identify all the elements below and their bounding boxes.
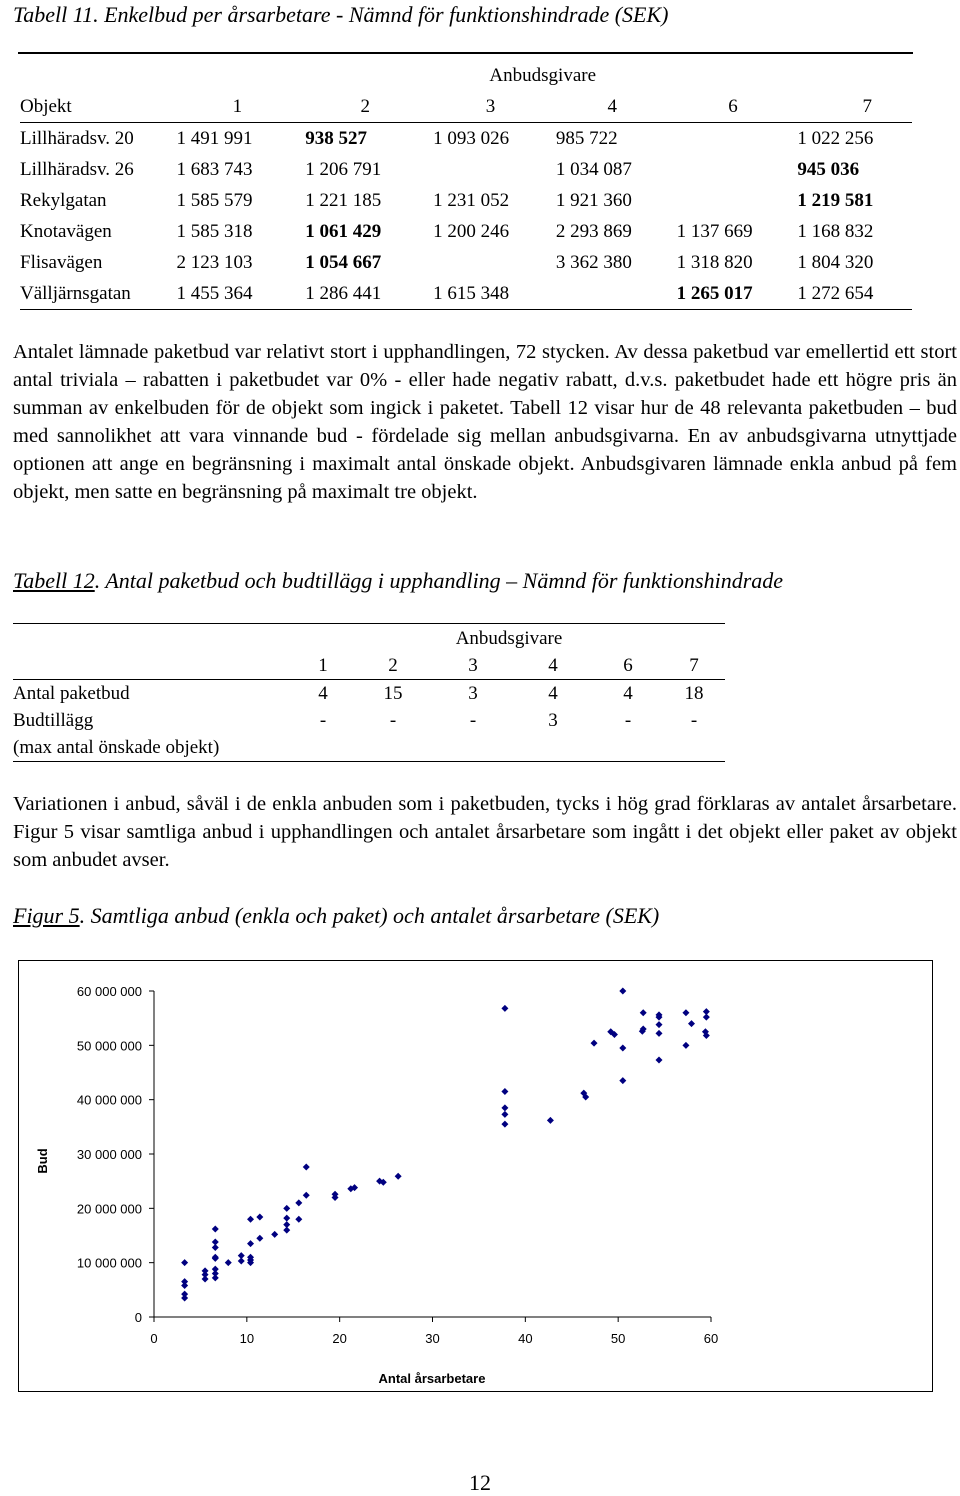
data-point xyxy=(640,1009,647,1016)
table11-cell: 1 168 832 xyxy=(797,221,874,242)
table12-cell: 4 xyxy=(318,683,328,704)
table11-cell: 945 036 xyxy=(797,159,860,180)
table11-cell: 1 221 185 xyxy=(305,190,382,211)
table12-header-cell: 1 xyxy=(318,655,328,676)
figure5-caption-text: . Samtliga anbud (enkla och paket) och antalet årsarbetare (SEK) xyxy=(79,903,660,928)
data-point xyxy=(619,1045,626,1052)
table12-row-label: (max antal önskade objekt) xyxy=(13,737,220,758)
data-point xyxy=(303,1192,310,1199)
data-point xyxy=(283,1221,290,1228)
table11-cell: 1 683 743 xyxy=(176,159,253,180)
table12-header-cell: 7 xyxy=(689,655,699,676)
table12-row xyxy=(13,707,725,734)
table11-cell xyxy=(552,278,673,310)
data-point xyxy=(283,1215,290,1222)
table12-cell: - xyxy=(469,710,477,731)
table12-cell xyxy=(433,734,513,762)
chart-axes xyxy=(154,991,711,1317)
table11-cell xyxy=(429,247,552,278)
data-point xyxy=(682,1009,689,1016)
data-point xyxy=(238,1252,245,1259)
data-point xyxy=(303,1164,310,1171)
figure5-chart-frame xyxy=(18,960,933,1392)
table11 xyxy=(20,60,912,310)
x-tick-label: 10 xyxy=(239,1331,255,1346)
data-point xyxy=(703,1008,710,1015)
table12-cell: 3 xyxy=(468,683,478,704)
data-point xyxy=(591,1040,598,1047)
table11-cell: 1 022 256 xyxy=(797,128,874,149)
table11-cell: 1 491 991 xyxy=(176,128,253,149)
table11-cell: 1 585 318 xyxy=(176,221,253,242)
data-point xyxy=(181,1259,188,1266)
table12-row-label: Budtillägg xyxy=(13,710,94,731)
table11-cell: 1 265 017 xyxy=(676,283,753,304)
table11-cell: 1 615 348 xyxy=(433,283,510,304)
table11-row-label: Välljärnsgatan xyxy=(20,283,131,304)
data-point xyxy=(501,1088,508,1095)
table11-caption-text: . Enkelbud per årsarbetare - Nämnd för funktionshindrade (SEK) xyxy=(93,2,669,27)
chart-y-ticks xyxy=(77,984,154,1325)
table11-cell: 1 585 579 xyxy=(176,190,253,211)
chart-x-ticks xyxy=(150,1317,718,1346)
data-point xyxy=(656,1057,663,1064)
table12-header-cell xyxy=(13,652,293,680)
table12-header-cell: 2 xyxy=(388,655,398,676)
table12 xyxy=(13,625,725,762)
table11-header-cell: 3 xyxy=(485,96,496,117)
data-point xyxy=(501,1111,508,1118)
table11-row xyxy=(20,216,912,247)
table12-cell xyxy=(293,734,353,762)
table12-cell xyxy=(353,734,433,762)
table12-header-row xyxy=(13,652,725,680)
table11-header-cell: 1 xyxy=(232,96,243,117)
x-tick-label: 20 xyxy=(332,1331,347,1346)
data-point xyxy=(181,1282,188,1289)
table12-cell: - xyxy=(690,710,698,731)
table11-cell: 1 206 791 xyxy=(305,159,382,180)
data-point xyxy=(656,1030,663,1037)
data-point xyxy=(212,1225,219,1232)
x-tick-label: 0 xyxy=(150,1331,158,1346)
table11-cell xyxy=(673,123,794,155)
y-tick-label: 60 000 000 xyxy=(76,984,142,999)
table12-caption-prefix: Tabell 12 xyxy=(13,568,95,593)
chart-x-axis-label: Antal årsarbetare xyxy=(378,1371,486,1386)
table12-header-cell: 4 xyxy=(548,655,558,676)
table12-cell: - xyxy=(624,710,632,731)
table11-cell: 1 200 246 xyxy=(433,221,510,242)
table12-cell: 4 xyxy=(623,683,633,704)
data-point xyxy=(501,1104,508,1111)
table11-row-label: Lillhäradsv. 20 xyxy=(20,128,134,149)
table11-header-row xyxy=(20,91,912,123)
table11-cell: 1 219 581 xyxy=(797,190,874,211)
table11-cell: 2 293 869 xyxy=(555,221,632,242)
data-point xyxy=(212,1274,219,1281)
table12-cell: 3 xyxy=(548,710,558,731)
table11-row xyxy=(20,154,912,185)
data-point xyxy=(501,1121,508,1128)
table11-cell: 1 455 364 xyxy=(176,283,253,304)
data-point xyxy=(295,1216,302,1223)
table12-group-header: Anbudsgivare xyxy=(455,628,563,649)
body-paragraph-2: Variationen i anbud, såväl i de enkla anbuden som i paketbuden, tycks i hög grad förklaras av antalet årsarbetare. Figur 5 visar samtliga anbud i upphandlingen och antalet årsarbetare som ingått i det objekt eller paket av objekt som anbudet avser. xyxy=(13,793,957,871)
table11-cell: 2 123 103 xyxy=(176,252,253,273)
body-paragraph-1: Antalet lämnade paketbud var relativt stort i upphandlingen, 72 stycken. Av dessa paketbud var emellertid ett stort antal triviala – rabatten i paketbudet var 0% - eller hade negativ rabatt, d.v.s. paketbudet hade ett högre pris än summan av enkelbuden för de objekt som ingick i paketet. Tabell 12 visar hur de 48 relevanta paketbuden – bud med sannolikhet att vara vinnande bud - fördelade sig mellan anbudsgivarna. En av anbudsgivarna utnyttjade optionen att ange en begränsning i maximalt antal önskade objekt. Anbudsgivaren lämnade enkla anbud på fem objekt, men satte en begränsning på maximalt tre objekt. xyxy=(13,341,957,503)
table11-group-header: Anbudsgivare xyxy=(489,65,597,86)
figure5-caption xyxy=(13,903,659,929)
chart-points xyxy=(181,988,710,1302)
table12-caption-text: . Antal paketbud och budtillägg i upphandling – Nämnd för funktionshindrade xyxy=(94,568,784,593)
table12-cell: 15 xyxy=(383,683,403,704)
table12-cell: 4 xyxy=(548,683,558,704)
x-tick-label: 40 xyxy=(518,1331,533,1346)
page-number: 12 xyxy=(469,1470,491,1495)
y-tick-label: 50 000 000 xyxy=(76,1038,142,1054)
data-point xyxy=(501,1005,508,1012)
data-point xyxy=(256,1235,263,1242)
data-point xyxy=(202,1275,209,1282)
table11-cell xyxy=(673,154,794,185)
table11-header-cell: 4 xyxy=(607,96,617,117)
table11-row xyxy=(20,247,912,278)
table11-row-label: Knotavägen xyxy=(20,221,112,242)
data-point xyxy=(247,1240,254,1247)
data-point xyxy=(212,1254,219,1261)
data-point xyxy=(247,1216,254,1223)
table11-cell: 1 093 026 xyxy=(433,128,510,149)
x-tick-label: 50 xyxy=(610,1331,626,1346)
y-tick-label: 0 xyxy=(134,1310,142,1325)
table11-cell: 1 272 654 xyxy=(797,283,874,304)
table11-header-cell: 7 xyxy=(862,96,872,117)
table11-row-label: Flisavägen xyxy=(20,252,103,273)
data-point xyxy=(619,988,626,995)
data-point xyxy=(547,1117,554,1124)
data-point xyxy=(688,1020,695,1027)
table11-cell: 1 034 087 xyxy=(555,159,632,180)
table12-header-cell: 6 xyxy=(623,655,633,676)
table12-cell xyxy=(593,734,663,762)
table11-cell: 1 061 429 xyxy=(305,221,382,242)
table11-cell: 1 054 667 xyxy=(305,252,382,273)
x-tick-label: 60 xyxy=(703,1331,719,1346)
table12-cell xyxy=(663,734,725,762)
chart-y-axis-label: Bud xyxy=(35,1148,50,1174)
data-point xyxy=(295,1199,302,1206)
table12-row-label: Antal paketbud xyxy=(13,683,130,704)
table11-cell xyxy=(673,185,794,216)
data-point xyxy=(256,1214,263,1221)
x-tick-label: 30 xyxy=(425,1331,440,1346)
table11-cell: 1 318 820 xyxy=(676,252,753,273)
table12-cell xyxy=(513,734,593,762)
table11-header-cell: 2 xyxy=(360,96,370,117)
table12-row xyxy=(13,680,725,708)
data-point xyxy=(283,1205,290,1212)
data-point xyxy=(181,1294,188,1301)
data-point xyxy=(656,1021,663,1028)
table11-header-cell: Objekt xyxy=(20,96,72,117)
table12-top-rule xyxy=(13,623,725,624)
data-point xyxy=(619,1077,626,1084)
table11-caption xyxy=(13,2,668,28)
table11-row xyxy=(20,123,912,155)
table11-cell: 3 362 380 xyxy=(555,252,632,273)
table11-cell: 1 921 360 xyxy=(555,190,632,211)
table11-row xyxy=(20,278,912,310)
y-tick-label: 30 000 000 xyxy=(76,1147,142,1162)
table11-cell: 985 722 xyxy=(555,128,618,149)
table12-cell: - xyxy=(389,710,397,731)
table12-row xyxy=(13,734,725,762)
y-tick-label: 10 000 000 xyxy=(76,1255,142,1271)
table12-header-cell: 3 xyxy=(468,655,478,676)
table11-cell: 1 231 052 xyxy=(433,190,510,211)
table11-header-cell: 6 xyxy=(728,96,738,117)
table11-cell: 938 527 xyxy=(305,128,368,149)
table12-caption xyxy=(13,568,783,594)
table11-row xyxy=(20,185,912,216)
data-point xyxy=(395,1173,402,1180)
table11-top-rule xyxy=(18,52,913,54)
table11-row-label: Rekylgatan xyxy=(20,190,107,211)
data-point xyxy=(212,1239,219,1246)
table11-caption-prefix: Tabell 11 xyxy=(13,2,94,27)
data-point xyxy=(271,1231,278,1238)
data-point xyxy=(225,1259,232,1266)
table11-row-label: Lillhäradsv. 26 xyxy=(20,159,134,180)
table11-cell: 1 804 320 xyxy=(797,252,874,273)
table12-cell: 18 xyxy=(684,683,704,704)
table11-cell: 1 286 441 xyxy=(305,283,382,304)
figure5-caption-prefix: Figur 5 xyxy=(13,903,80,928)
y-tick-label: 40 000 000 xyxy=(76,1092,142,1108)
figure5-scatter-chart xyxy=(19,961,932,1391)
table12-cell: - xyxy=(319,710,327,731)
table11-cell: 1 137 669 xyxy=(676,221,753,242)
y-tick-label: 20 000 000 xyxy=(76,1201,142,1217)
data-point xyxy=(682,1042,689,1049)
table11-cell xyxy=(429,154,552,185)
